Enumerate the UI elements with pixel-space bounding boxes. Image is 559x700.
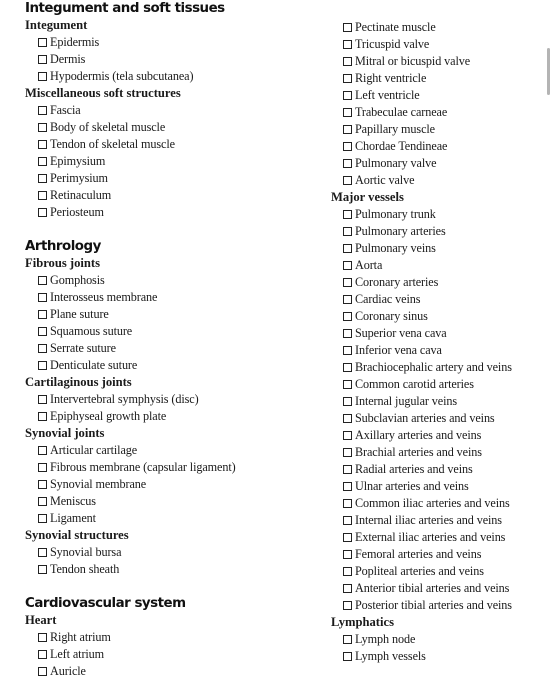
checkbox-icon[interactable] <box>343 108 352 117</box>
checklist-item-internal-iliac-arteries-and-veins <box>331 512 556 529</box>
checkbox-icon[interactable] <box>343 635 352 644</box>
checkbox-icon[interactable] <box>343 159 352 168</box>
checkbox-icon[interactable] <box>38 633 47 642</box>
checkbox-icon[interactable] <box>343 584 352 593</box>
checklist-item-label: Pulmonary trunk <box>355 207 436 221</box>
checklist-item-label: Papillary muscle <box>355 122 435 136</box>
checklist-item-label: Interosseus membrane <box>50 290 158 304</box>
checklist-item-subclavian-arteries-and-veins <box>331 410 556 427</box>
heading-text: Synovial structures <box>25 528 129 542</box>
checklist-item-label: Radial arteries and veins <box>355 462 473 476</box>
checkbox-icon[interactable] <box>38 361 47 370</box>
subsection-heading-major-vessels <box>331 189 556 206</box>
checklist-item-epidermis <box>25 34 325 51</box>
checkbox-icon[interactable] <box>343 533 352 542</box>
checklist-item-label: Serrate suture <box>50 341 116 355</box>
checklist-item-label: Anterior tibial arteries and veins <box>355 581 510 595</box>
checklist-item-label: Axillary arteries and veins <box>355 428 482 442</box>
checkbox-icon[interactable] <box>343 448 352 457</box>
checklist-item-fibrous-membrane-capsular-ligament <box>25 459 325 476</box>
checklist-item-denticulate-suture <box>25 357 325 374</box>
checklist-item-mitral-or-bicuspid-valve <box>331 53 556 70</box>
checkbox-icon[interactable] <box>343 227 352 236</box>
checklist-item-auricle <box>25 663 325 680</box>
checklist-item-label: Right atrium <box>50 630 111 644</box>
checklist-item-interosseus-membrane <box>25 289 325 306</box>
checkbox-icon[interactable] <box>343 652 352 661</box>
checklist-item-pulmonary-veins <box>331 240 556 257</box>
checkbox-icon[interactable] <box>38 412 47 421</box>
checkbox-icon[interactable] <box>38 123 47 132</box>
checklist-item-label: Meniscus <box>50 494 96 508</box>
checkbox-icon[interactable] <box>343 414 352 423</box>
checkbox-icon[interactable] <box>38 157 47 166</box>
checklist-item-squamous-suture <box>25 323 325 340</box>
checklist-item-periosteum <box>25 204 325 221</box>
checklist-item-tricuspid-valve <box>331 36 556 53</box>
checklist-item-articular-cartilage <box>25 442 325 459</box>
subsection-heading-synovial-structures <box>25 527 325 544</box>
checklist-item-label: Right ventricle <box>355 71 427 85</box>
checkbox-icon[interactable] <box>343 23 352 32</box>
heading-text: Lymphatics <box>331 615 394 629</box>
checklist-item-pulmonary-trunk <box>331 206 556 223</box>
checklist-item-radial-arteries-and-veins <box>331 461 556 478</box>
checklist-item-pectinate-muscle <box>331 19 556 36</box>
checkbox-icon[interactable] <box>343 482 352 491</box>
checklist-item-retinaculum <box>25 187 325 204</box>
checklist-item-ligament <box>25 510 325 527</box>
checklist-item-label: Popliteal arteries and veins <box>355 564 484 578</box>
checklist-item-common-iliac-arteries-and-veins <box>331 495 556 512</box>
checkbox-icon[interactable] <box>38 514 47 523</box>
checklist-item-label: Epidermis <box>50 35 100 49</box>
scrollbar-thumb[interactable] <box>547 48 550 95</box>
checkbox-icon[interactable] <box>343 312 352 321</box>
checklist-item-superior-vena-cava <box>331 325 556 342</box>
checkbox-icon[interactable] <box>38 106 47 115</box>
checklist-item-fascia <box>25 102 325 119</box>
checklist-item-label: Chordae Tendineae <box>355 139 448 153</box>
heading-text: Integument <box>25 18 88 32</box>
checklist-item-label: Pulmonary valve <box>355 156 437 170</box>
checkbox-icon[interactable] <box>343 176 352 185</box>
checkbox-icon[interactable] <box>343 74 352 83</box>
checkbox-icon[interactable] <box>38 55 47 64</box>
checklist-item-right-ventricle <box>331 70 556 87</box>
checklist-item-label: Articular cartilage <box>50 443 138 457</box>
checklist-item-label: External iliac arteries and veins <box>355 530 506 544</box>
checklist-item-label: Fascia <box>50 103 81 117</box>
checklist-item-label: Tendon of skeletal muscle <box>50 137 175 151</box>
heading-text: Heart <box>25 613 57 627</box>
checklist-item-dermis <box>25 51 325 68</box>
checklist-item-label: Lymph node <box>355 632 416 646</box>
checklist-item-common-carotid-arteries <box>331 376 556 393</box>
checklist-item-label: Squamous suture <box>50 324 133 338</box>
checkbox-icon[interactable] <box>343 431 352 440</box>
checkbox-icon[interactable] <box>38 446 47 455</box>
checklist-item-brachial-arteries-and-veins <box>331 444 556 461</box>
checklist-item-label: Posterior tibial arteries and veins <box>355 598 512 612</box>
checkbox-icon[interactable] <box>343 499 352 508</box>
checkbox-icon[interactable] <box>343 329 352 338</box>
checklist-item-posterior-tibial-arteries-and-veins <box>331 597 556 614</box>
subsection-heading-lymphatics <box>331 614 556 631</box>
checklist-item-plane-suture <box>25 306 325 323</box>
checklist-item-coronary-arteries <box>331 274 556 291</box>
checklist-item-body-of-skeletal-muscle <box>25 119 325 136</box>
checklist-item-anterior-tibial-arteries-and-veins <box>331 580 556 597</box>
checklist-item-label: Coronary arteries <box>355 275 439 289</box>
checklist-item-left-atrium <box>25 646 325 663</box>
checklist-item-label: Auricle <box>50 664 86 678</box>
checklist-item-label: Hypodermis (tela subcutanea) <box>50 69 194 83</box>
checklist-item-label: Internal jugular veins <box>355 394 458 408</box>
checklist-item-label: Femoral arteries and veins <box>355 547 482 561</box>
checklist-item-intervertebral-symphysis-disc <box>25 391 325 408</box>
checklist-item-label: Pulmonary veins <box>355 241 436 255</box>
checklist-item-label: Dermis <box>50 52 86 66</box>
left-column <box>25 0 325 680</box>
checklist-item-lymph-node <box>331 631 556 648</box>
checkbox-icon[interactable] <box>343 295 352 304</box>
checklist-item-left-ventricle <box>331 87 556 104</box>
checklist-item-right-atrium <box>25 629 325 646</box>
checklist-item-epiphyseal-growth-plate <box>25 408 325 425</box>
checklist-item-meniscus <box>25 493 325 510</box>
checkbox-icon[interactable] <box>343 550 352 559</box>
checkbox-icon[interactable] <box>343 40 352 49</box>
checklist-item-label: Aortic valve <box>355 173 415 187</box>
checklist-item-label: Intervertebral symphysis (disc) <box>50 392 199 406</box>
checklist-item-label: Pectinate muscle <box>355 20 436 34</box>
checkbox-icon[interactable] <box>343 465 352 474</box>
checkbox-icon[interactable] <box>38 327 47 336</box>
checklist-item-label: Brachial arteries and veins <box>355 445 482 459</box>
section-heading-arthrology <box>25 238 325 255</box>
checkbox-icon[interactable] <box>38 38 47 47</box>
checklist-item-synovial-bursa <box>25 544 325 561</box>
checkbox-icon[interactable] <box>343 397 352 406</box>
checklist-item-aortic-valve <box>331 172 556 189</box>
checklist-item-label: Fibrous membrane (capsular ligament) <box>50 460 236 474</box>
checkbox-icon[interactable] <box>38 72 47 81</box>
checkbox-icon[interactable] <box>343 210 352 219</box>
right-column <box>331 19 556 665</box>
checklist-item-aorta <box>331 257 556 274</box>
checklist-item-hypodermis-tela-subcutanea <box>25 68 325 85</box>
checklist-item-chordae-tendineae <box>331 138 556 155</box>
checklist-item-external-iliac-arteries-and-veins <box>331 529 556 546</box>
checkbox-icon[interactable] <box>38 480 47 489</box>
checklist-item-label: Synovial membrane <box>50 477 147 491</box>
checklist-item-label: Pulmonary arteries <box>355 224 446 238</box>
checklist-item-tendon-of-skeletal-muscle <box>25 136 325 153</box>
checklist-item-label: Common iliac arteries and veins <box>355 496 510 510</box>
checkbox-icon[interactable] <box>343 278 352 287</box>
subsection-heading-heart <box>25 612 325 629</box>
checklist-item-label: Lymph vessels <box>355 649 426 663</box>
checkbox-icon[interactable] <box>38 497 47 506</box>
checkbox-icon[interactable] <box>343 244 352 253</box>
heading-text: Cartilaginous joints <box>25 375 132 389</box>
checklist-item-label: Denticulate suture <box>50 358 138 372</box>
checklist-item-axillary-arteries-and-veins <box>331 427 556 444</box>
checklist-item-label: Left atrium <box>50 647 105 661</box>
checklist-item-label: Epiphyseal growth plate <box>50 409 167 423</box>
checklist-item-label: Ligament <box>50 511 96 525</box>
checklist-item-papillary-muscle <box>331 121 556 138</box>
checkbox-icon[interactable] <box>343 91 352 100</box>
heading-text: Cardiovascular system <box>25 596 186 611</box>
checklist-item-femoral-arteries-and-veins <box>331 546 556 563</box>
checkbox-icon[interactable] <box>38 191 47 200</box>
checklist-item-label: Trabeculae carneae <box>355 105 448 119</box>
checklist-item-label: Superior vena cava <box>355 326 447 340</box>
heading-text: Fibrous joints <box>25 256 100 270</box>
subsection-heading-synovial-joints <box>25 425 325 442</box>
checkbox-icon[interactable] <box>38 667 47 676</box>
heading-text: Synovial joints <box>25 426 105 440</box>
checklist-item-label: Inferior vena cava <box>355 343 442 357</box>
checkbox-icon[interactable] <box>343 380 352 389</box>
subsection-heading-cartilaginous-joints <box>25 374 325 391</box>
checklist-item-cardiac-veins <box>331 291 556 308</box>
checklist-item-label: Left ventricle <box>355 88 420 102</box>
checkbox-icon[interactable] <box>38 650 47 659</box>
checkbox-icon[interactable] <box>38 208 47 217</box>
checkbox-icon[interactable] <box>38 310 47 319</box>
checklist-item-label: Coronary sinus <box>355 309 428 323</box>
subsection-heading-integument <box>25 17 325 34</box>
checkbox-icon[interactable] <box>38 174 47 183</box>
checkbox-icon[interactable] <box>343 363 352 372</box>
heading-text: Miscellaneous soft structures <box>25 86 181 100</box>
spacer <box>25 221 325 238</box>
checkbox-icon[interactable] <box>38 276 47 285</box>
checklist-item-label: Ulnar arteries and veins <box>355 479 469 493</box>
checklist-item-tendon-sheath <box>25 561 325 578</box>
checklist-item-pulmonary-valve <box>331 155 556 172</box>
spacer <box>25 578 325 595</box>
checklist-item-gomphosis <box>25 272 325 289</box>
checklist-item-label: Tendon sheath <box>50 562 120 576</box>
checkbox-icon[interactable] <box>343 142 352 151</box>
checklist-item-label: Subclavian arteries and veins <box>355 411 495 425</box>
checklist-item-label: Plane suture <box>50 307 109 321</box>
checklist-item-label: Periosteum <box>50 205 104 219</box>
checklist-item-inferior-vena-cava <box>331 342 556 359</box>
checkbox-icon[interactable] <box>343 346 352 355</box>
checklist-item-lymph-vessels <box>331 648 556 665</box>
checklist-item-popliteal-arteries-and-veins <box>331 563 556 580</box>
checkbox-icon[interactable] <box>343 57 352 66</box>
checklist-item-coronary-sinus <box>331 308 556 325</box>
checkbox-icon[interactable] <box>343 516 352 525</box>
checklist-item-label: Body of skeletal muscle <box>50 120 166 134</box>
checklist-item-trabeculae-carneae <box>331 104 556 121</box>
checklist-item-label: Aorta <box>355 258 383 272</box>
subsection-heading-fibrous-joints <box>25 255 325 272</box>
checklist-item-label: Mitral or bicuspid valve <box>355 54 471 68</box>
checklist-item-label: Tricuspid valve <box>355 37 430 51</box>
checklist-item-pulmonary-arteries <box>331 223 556 240</box>
checklist-item-perimysium <box>25 170 325 187</box>
checklist-item-brachiocephalic-artery-and-veins <box>331 359 556 376</box>
checkbox-icon[interactable] <box>38 344 47 353</box>
checkbox-icon[interactable] <box>343 125 352 134</box>
checklist-item-label: Perimysium <box>50 171 108 185</box>
checklist-item-ulnar-arteries-and-veins <box>331 478 556 495</box>
checkbox-icon[interactable] <box>343 567 352 576</box>
checkbox-icon[interactable] <box>343 261 352 270</box>
checkbox-icon[interactable] <box>38 395 47 404</box>
section-heading-integument-and-soft-tissues <box>25 0 325 17</box>
checklist-item-label: Synovial bursa <box>50 545 122 559</box>
checklist-item-synovial-membrane <box>25 476 325 493</box>
checklist-item-label: Epimysium <box>50 154 106 168</box>
heading-text: Arthrology <box>25 239 101 254</box>
checkbox-icon[interactable] <box>38 548 47 557</box>
checkbox-icon[interactable] <box>343 601 352 610</box>
checkbox-icon[interactable] <box>38 463 47 472</box>
heading-text: Integument and soft tissues <box>25 1 225 16</box>
checklist-item-label: Brachiocephalic artery and veins <box>355 360 512 374</box>
checklist-item-label: Common carotid arteries <box>355 377 474 391</box>
checkbox-icon[interactable] <box>38 293 47 302</box>
checkbox-icon[interactable] <box>38 140 47 149</box>
checklist-item-serrate-suture <box>25 340 325 357</box>
checklist-item-label: Internal iliac arteries and veins <box>355 513 502 527</box>
checklist-item-label: Cardiac veins <box>355 292 421 306</box>
checklist-item-epimysium <box>25 153 325 170</box>
subsection-heading-miscellaneous-soft-structures <box>25 85 325 102</box>
checklist-item-label: Gomphosis <box>50 273 105 287</box>
section-heading-cardiovascular-system <box>25 595 325 612</box>
checklist-item-internal-jugular-veins <box>331 393 556 410</box>
heading-text: Major vessels <box>331 190 404 204</box>
checklist-item-label: Retinaculum <box>50 188 112 202</box>
checkbox-icon[interactable] <box>38 565 47 574</box>
